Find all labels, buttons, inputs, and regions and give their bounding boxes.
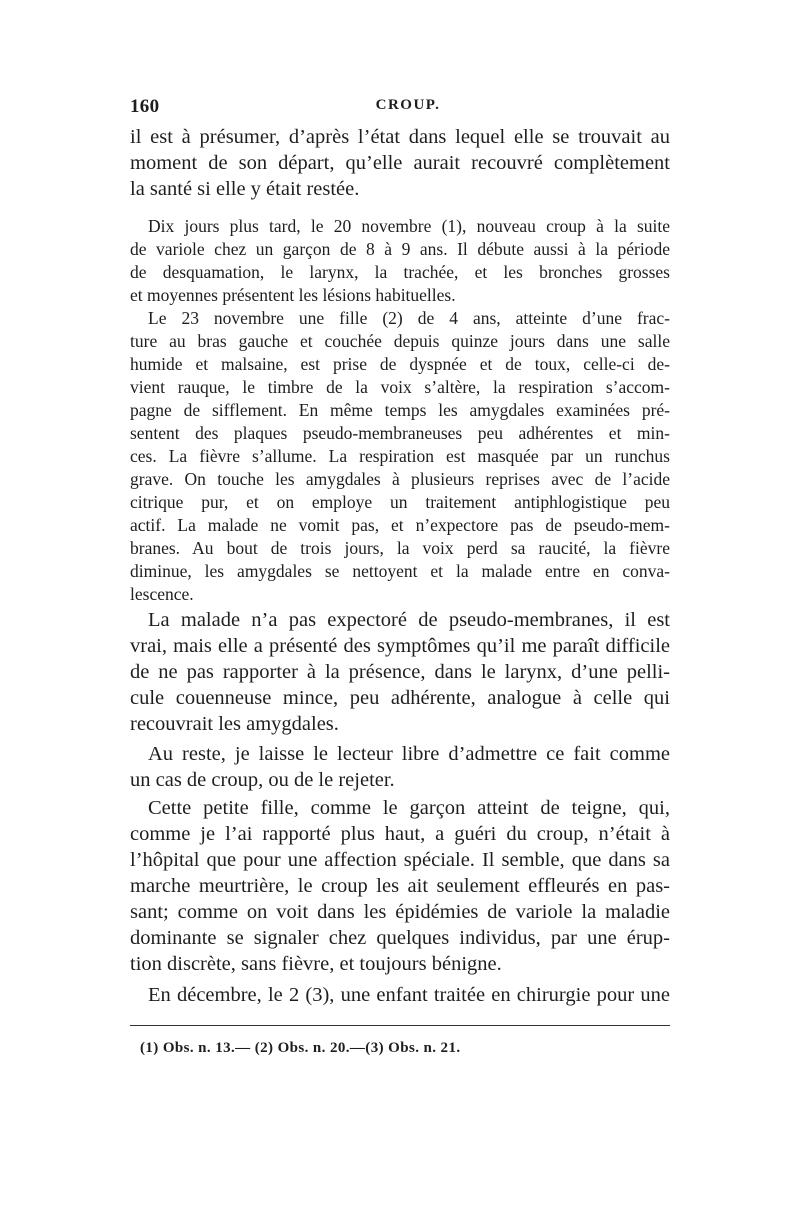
text-line: ces. La fièvre s’allume. La respiration est masquée par un runchus [130, 446, 670, 466]
text-line: la santé si elle y était restée. [130, 178, 360, 200]
paragraph-en-decembre [130, 982, 670, 1008]
text-line: Le 23 novembre une fille (2) de 4 ans, atteinte d’une frac- [148, 308, 670, 328]
text-line: l’hôpital que pour une affection spéciale. Il semble, que dans sa [130, 849, 670, 871]
text-line: comme je l’ai rapporté plus haut, a guéri du croup, n’était à [130, 823, 670, 845]
text-line: pagne de sifflement. En même temps les amygdales examinées pré- [130, 400, 670, 420]
text-line: humide et malsaine, est prise de dyspnée et de toux, celle-ci de- [130, 354, 670, 374]
text-line: marche meurtrière, le croup les ait seulement effleurés en pas- [130, 875, 670, 897]
text-line: vrai, mais elle a présenté des symptômes qu’il me paraît difficile [130, 635, 670, 657]
text-line: ture au bras gauche et couchée depuis quinze jours dans une salle [130, 331, 670, 351]
text-line: sentent des plaques pseudo-membraneuses peu adhérentes et min- [130, 423, 670, 443]
text-line: de variole chez un garçon de 8 à 9 ans. Il débute aussi à la période [130, 239, 670, 259]
text-line: dominante se signaler chez quelques individus, par une érup- [130, 927, 670, 949]
text-line: La malade n’a pas expectoré de pseudo-membranes, il est [148, 609, 670, 631]
text-line: sant; comme on voit dans les épidémies de variole la maladie [130, 901, 670, 923]
paragraph-dix-jours [130, 215, 670, 307]
text-line: un cas de croup, ou de le rejeter. [130, 769, 395, 791]
text-line: Cette petite fille, comme le garçon atteint de teigne, qui, [148, 797, 670, 819]
text-line: de ne pas rapporter à la présence, dans le larynx, d’une pelli- [130, 661, 670, 683]
paragraph-au-reste [130, 741, 670, 793]
text-line: de desquamation, le larynx, la trachée, et les bronches grosses [130, 262, 670, 282]
paragraph-continuation [130, 124, 670, 202]
text-line: En décembre, le 2 (3), une enfant traitée en chirurgie pour une [148, 984, 670, 1006]
text-line: Au reste, je laisse le lecteur libre d’admettre ce fait comme [148, 743, 670, 765]
running-head: CROUP. [375, 97, 441, 113]
text-line: actif. La malade ne vomit pas, et n’expectore pas de pseudo-mem- [130, 515, 670, 535]
text-line: Dix jours plus tard, le 20 novembre (1), nouveau croup à la suite [148, 216, 670, 236]
footnote-rule [130, 1025, 670, 1026]
text-line: vient rauque, le timbre de la voix s’altère, la respiration s’accom- [130, 377, 670, 397]
paragraph-la-malade [130, 607, 670, 737]
text-line: branes. Au bout de trois jours, la voix perd sa raucité, la fièvre [130, 538, 670, 558]
text-line: recouvrait les amygdales. [130, 713, 339, 735]
text-line: il est à présumer, d’après l’état dans lequel elle se trouvait au [130, 126, 670, 148]
text-line: cule couenneuse mince, peu adhérente, analogue à celle qui [130, 687, 670, 709]
page-number: 160 [130, 96, 160, 117]
text-line: moment de son départ, qu’elle aurait recouvré complètement [130, 152, 670, 174]
footnote: (1) Obs. n. 13.— (2) Obs. n. 20.—(3) Obs. n. 21. [140, 1040, 461, 1056]
paragraph-cette-petite-fille [130, 795, 670, 977]
text-line: lescence. [130, 584, 194, 604]
text-line: tion discrète, sans fièvre, et toujours bénigne. [130, 953, 502, 975]
paragraph-23-novembre [130, 307, 670, 606]
page-header [130, 96, 670, 118]
text-line: grave. On touche les amygdales à plusieurs reprises avec de l’acide [130, 469, 670, 489]
text-line: diminue, les amygdales se nettoyent et la malade entre en conva- [130, 561, 670, 581]
text-line: et moyennes présentent les lésions habituelles. [130, 285, 456, 305]
text-line: citrique pur, et on employe un traitement antiphlogistique peu [130, 492, 670, 512]
